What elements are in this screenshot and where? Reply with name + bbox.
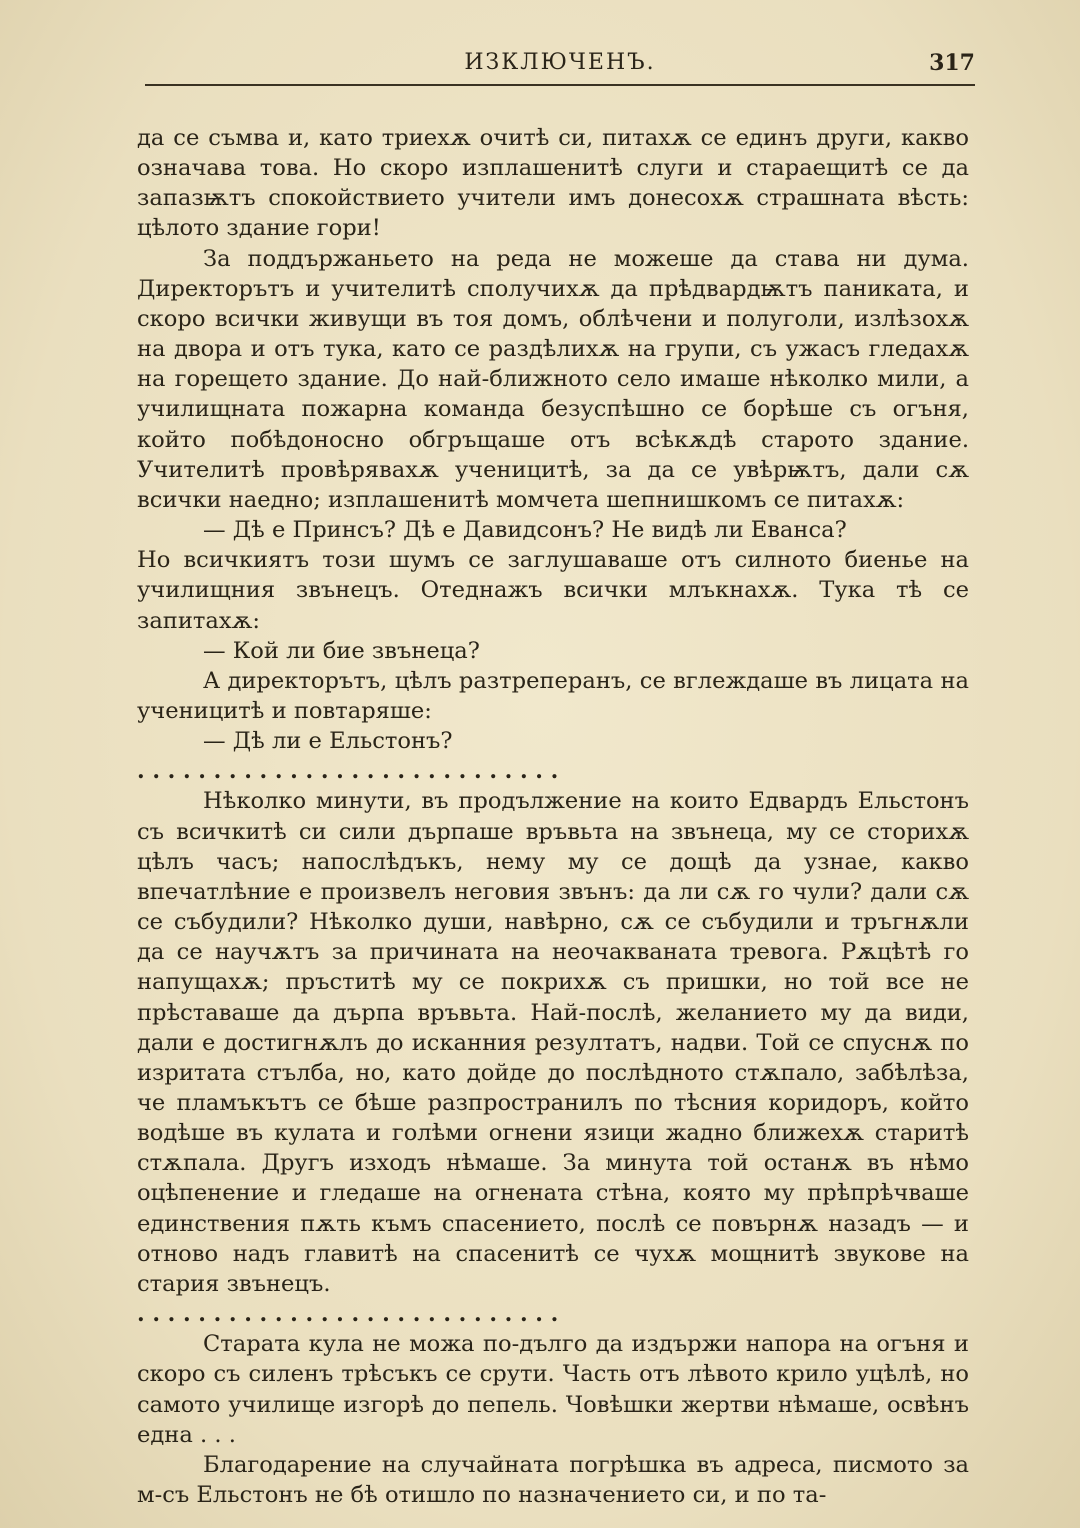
paragraph: Старата кула не можа по-дълго да издържи напора на огъня и скоро съ силенъ трѣсъкъ се срути. Часть отъ лѣвото крило уцѣлѣ, но самото училище изгорѣ до пепель. Човѣшки жертви нѣмаше, освѣнъ една . . . <box>137 1331 969 1448</box>
page-body <box>137 123 969 1510</box>
paragraph: Но всичкиятъ този шумъ се заглушаваше отъ силното биенье на училищния звънецъ. Отеднажъ всички млъкнахѫ. Тука тѣ се запитахѫ: <box>137 547 969 634</box>
dialogue-line: — Кой ли бие звънеца? <box>203 637 480 664</box>
section-separator: . . . . . . . . . . . . . . . . . . . . . . . . . . . . <box>137 1301 559 1328</box>
paragraph: За поддържаньето на реда не можеше да става ни дума. Директорътъ и учителитѣ сполучихѫ да прѣдвардѭтъ паниката, и скоро всички живущи въ тоя домъ, облѣчени и полуголи, излѣзохѫ на двора и отъ тука, като се раздѣлихѫ на групи, съ ужасъ гледахѫ на горещето здание. До най-ближното село имаше нѣколко мили, а училищната пожарна команда безуспѣшно се борѣше съ огъня, който побѣдоносно обгръщаше отъ всѣкѫдѣ старото здание. Учителитѣ провѣрявахѫ ученицитѣ, за да се увѣрѭтъ, дали сѫ всички наедно; изплашенитѣ момчета шепнишкомъ се питахѫ: <box>137 245 969 513</box>
paragraph: Нѣколко минути, въ продължение на които Едвардъ Ельстонъ съ всичкитѣ си сили дърпаше връвьта на звънеца, му се сторихѫ цѣлъ часъ; напослѣдъкъ, нему му се дощѣ да узнае, какво впечатлѣние е произвелъ неговия звънъ: да ли сѫ го чули? дали сѫ се събудили? Нѣколко души, навѣрно, сѫ се събудили и тръгнѫли да се научѫтъ за причината на неочакваната тревога. Рѫцѣтѣ го напущахѫ; пръститѣ му се покрихѫ съ пришки, но той все не прѣставаше да дърпа връвьта. Най-послѣ, желанието му да види, дали е достигнѫлъ до исканния резултатъ, надви. Той се спуснѫ по изритата стълба, но, като дойде до послѣдното стѫпало, забѣлѣза, че пламъкътъ се бѣше разпространилъ по тѣсния коридоръ, който водѣше въ кулата и голѣми огнени язици жадно ближехѫ старитѣ стѫпала. Другъ изходъ нѣмаше. За минута той останѫ въ нѣмо оцѣпенение и гледаше на огнената стѣна, която му прѣпрѣчваше единствения пѫть къмъ спасението, послѣ се повърнѫ назадъ — и отново надъ главитѣ на спасенитѣ се чухѫ мощнитѣ звукове на стария звънецъ. <box>137 788 969 1297</box>
paragraph: А директорътъ, цѣлъ разтреперанъ, се вглеждаше въ лицата на ученицитѣ и повтаряше: <box>137 667 969 724</box>
section-separator: . . . . . . . . . . . . . . . . . . . . . . . . . . . . <box>137 758 559 785</box>
page-number: 317 <box>929 50 975 76</box>
dialogue-line: — Дѣ е Принсъ? Дѣ е Давидсонъ? Не видѣ ли Еванса? <box>203 517 847 544</box>
paragraph: Благодарение на случайната погрѣшка въ адреса, писмото за м-съ Ельстонъ не бѣ отишло по назначението си, и по та- <box>137 1451 969 1508</box>
page-header <box>145 48 975 86</box>
dialogue-line: — Дѣ ли е Ельстонъ? <box>203 728 453 755</box>
paragraph: да се съмва и, като триехѫ очитѣ си, питахѫ се единъ други, какво означава това. Но скоро изплашенитѣ слуги и стараещитѣ се да запазѭтъ спокойствието учители имъ донесохѫ страшната вѣсть: цѣлото здание гори! <box>137 125 969 242</box>
running-title: ИЗКЛЮЧЕНЪ. <box>464 50 656 75</box>
